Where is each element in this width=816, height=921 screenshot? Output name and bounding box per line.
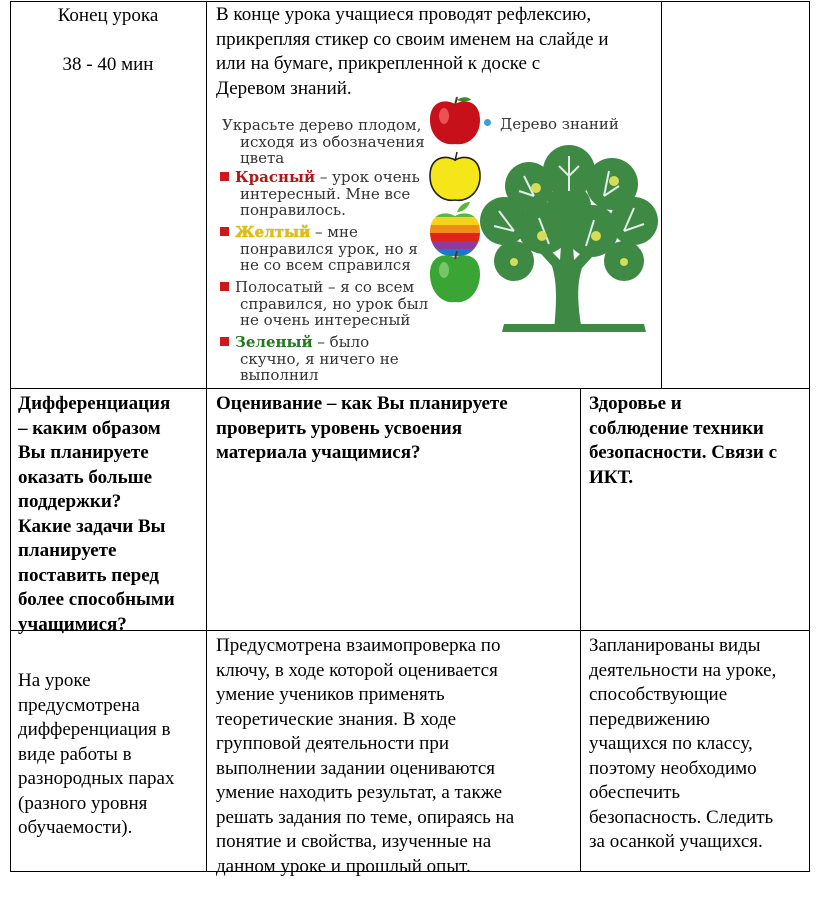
tree-of-knowledge-figure bbox=[216, 96, 660, 386]
table-border-left bbox=[10, 1, 11, 872]
red-apple-icon bbox=[430, 97, 480, 144]
stage-time: 38 - 40 мин bbox=[62, 53, 154, 75]
health-header: Здоровье и соблюдение техники безопасности. Связи с ИКТ. bbox=[589, 393, 778, 488]
table-border-right bbox=[809, 1, 810, 872]
red-bullet-icon bbox=[220, 337, 229, 346]
tree-icon bbox=[474, 136, 660, 336]
legend-yellow: Желтый – мне понравился урок, но я не со всем справился bbox=[220, 224, 435, 274]
health-text: Запланированы виды деятельности на уроке, способствующие передвижению учащихся по классу, поэтому необходимо обеспечить безопасность. Следить за осанкой учащихся. bbox=[589, 635, 777, 852]
stage-name: Конец урока bbox=[57, 5, 159, 26]
assessment-text: Предусмотрена взаимопроверка по ключу, в ходе которой оценивается умение учеников применять теоретические знания. В ходе групповой деятельности при выполнении задании оцениваются умение находить результат, а также решать задания по теме, опираясь на понятие и свойства, изученные на данном уроке и прошлый опыт. bbox=[216, 635, 515, 877]
table-border-top bbox=[10, 1, 810, 2]
assessment-header: Оценивание – как Вы планируете проверить уровень усвоения материала учащимися? bbox=[216, 393, 508, 463]
red-bullet-icon bbox=[220, 172, 229, 181]
red-bullet-icon bbox=[220, 227, 229, 236]
col-divider-2 bbox=[580, 388, 581, 872]
legend-striped: Полосатый – я со всем справился, но урок был не очень интересный bbox=[220, 279, 435, 329]
differentiation-header: Дифференциация – каким образом Вы планируете оказать больше поддержки? Какие задачи Вы планируете поставить перед более способными учащимися? bbox=[18, 393, 175, 635]
tree-legend-title: Дерево знаний bbox=[484, 116, 659, 133]
green-apple-icon bbox=[430, 251, 480, 302]
legend-green: Зеленый – было скучно, я ничего не выполнил bbox=[220, 334, 435, 384]
red-bullet-icon bbox=[220, 282, 229, 291]
yellow-apple-icon bbox=[430, 152, 480, 200]
legend-red: Красный – урок очень интересный. Мне все понравилось. bbox=[220, 169, 435, 219]
col-divider-1 bbox=[206, 1, 207, 872]
col-divider-row1 bbox=[661, 1, 662, 389]
differentiation-text: На уроке предусмотрена дифференциация в виде работы в разнородных парах (разного уровня обучаемости). bbox=[18, 670, 175, 838]
stage-cell bbox=[10, 4, 206, 77]
figure-intro: Украсьте дерево плодом, исходя из обозначения цвета bbox=[222, 116, 425, 167]
activity-text: В конце урока учащиеся проводят рефлексию, прикрепляя стикер со своим именем на слайде и или на бумаге, прикрепленной к доске с Деревом знаний. bbox=[216, 4, 609, 99]
row-divider-1 bbox=[10, 388, 810, 389]
